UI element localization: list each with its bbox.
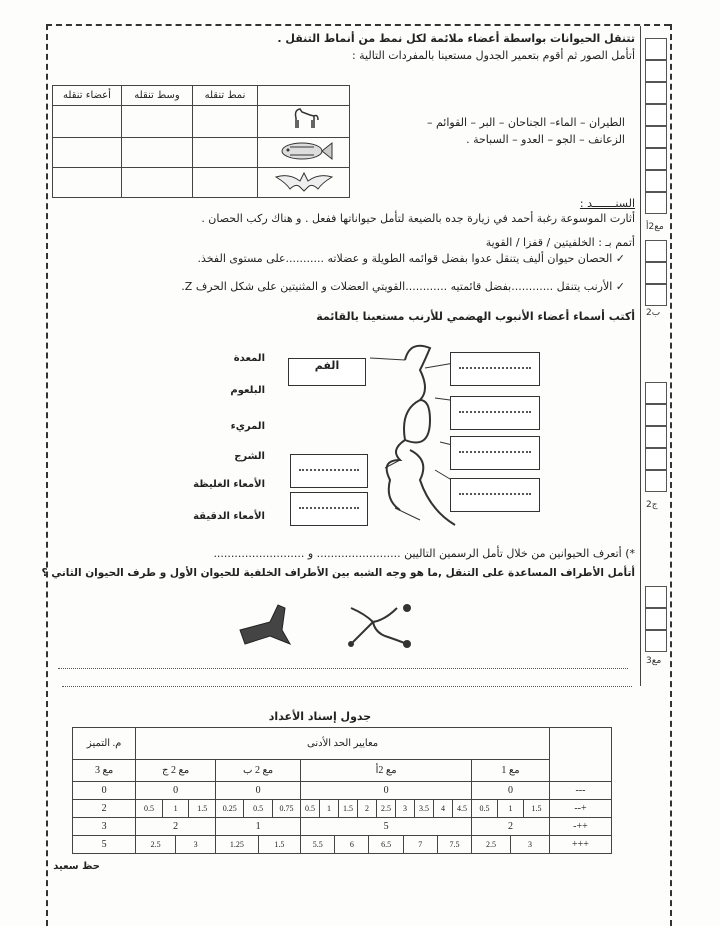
level-label: ++- xyxy=(549,818,611,836)
completion-instruction: أتمم بـ : الخلفيتين / قفزا / القوية xyxy=(485,236,635,249)
score-value: 5.5 xyxy=(312,840,323,849)
grade-box xyxy=(645,170,667,192)
organ-word: المعدة xyxy=(233,353,265,364)
answer-cell[interactable] xyxy=(193,168,258,198)
filled-label-box xyxy=(288,358,366,386)
score-value: 2 xyxy=(357,800,376,817)
answer-line[interactable] xyxy=(62,686,632,687)
margin-label: مع2أ xyxy=(646,222,664,232)
score-value: 3 xyxy=(510,836,549,853)
score-cell: 5 xyxy=(301,818,472,836)
answer-cell[interactable] xyxy=(122,168,193,198)
locomotion-table xyxy=(52,85,350,198)
score-cell: 1 xyxy=(216,818,301,836)
grade-box xyxy=(645,192,667,214)
organ-word: الأمعاء الغليظة xyxy=(193,479,265,490)
score-value: 7 xyxy=(403,836,437,853)
margin-label: 2ب xyxy=(646,308,661,318)
score-value: 6 xyxy=(334,836,368,853)
organ-answer-box[interactable] xyxy=(290,454,368,488)
organ-word: الأمعاء الدقيقة xyxy=(193,511,265,522)
grade-box xyxy=(645,38,667,60)
margin-label: مع3 xyxy=(646,656,662,666)
answer-cell[interactable] xyxy=(122,138,193,168)
criterion-header: مع 3 xyxy=(73,760,136,782)
score-value: 4.5 xyxy=(452,800,471,817)
score-value: 2.5 xyxy=(486,840,497,849)
organ-answer-box[interactable] xyxy=(290,492,368,526)
score-cell: 5 xyxy=(73,836,136,854)
criterion-header: مع 2أ xyxy=(301,760,472,782)
instruction-text: أتأمل الصور ثم أقوم بتعمير الجدول مستعينا بالمفردات التالية : xyxy=(351,49,635,62)
grading-row xyxy=(73,800,612,818)
animal-limb-image-1 xyxy=(230,600,300,650)
organ-word: المريء xyxy=(230,421,265,432)
grade-box xyxy=(645,60,667,82)
score-value: 6.5 xyxy=(368,836,402,853)
answer-cell[interactable] xyxy=(193,106,258,138)
grade-box xyxy=(645,126,667,148)
score-value: 3 xyxy=(175,836,215,853)
fish-image xyxy=(258,138,350,168)
item-text: الأرنب يتنقل ............بفضل قائمتيه ............القويتي العضلات و المثنيتين على شكل الحرف Z. xyxy=(181,280,613,293)
margin-divider xyxy=(640,26,641,686)
score-cell xyxy=(472,836,550,854)
score-value: 0.5 xyxy=(243,800,271,817)
grade-box xyxy=(645,262,667,284)
level-label: --- xyxy=(549,782,611,800)
completion-item-rabbit[interactable]: ✓ الأرنب يتنقل ............بفضل قائمتيه ............القويتي العضلات و المثنيتين على شكل الحرف Z. xyxy=(181,280,625,293)
source-title: السنـــــــد : xyxy=(579,197,635,210)
score-cell xyxy=(301,836,472,854)
score-cell xyxy=(216,836,301,854)
level-label: +++ xyxy=(549,836,611,854)
score-cell: 0 xyxy=(136,782,216,800)
word-bank-line1: الطيران – الماء– الجناحان – البر – القوائم – xyxy=(426,116,625,129)
score-cell xyxy=(472,800,550,818)
score-value: 0.5 xyxy=(305,804,316,813)
score-value: 7.5 xyxy=(437,836,471,853)
blank-corner xyxy=(549,728,611,782)
digestive-instruction: أكتب أسماء أعضاء الأنبوب الهضمي للأرنب مستعينا بالقائمة xyxy=(316,310,635,323)
excellence-header: م. التميز xyxy=(73,728,136,760)
answer-cell[interactable] xyxy=(53,168,122,198)
score-value: 1 xyxy=(497,800,523,817)
grade-box xyxy=(645,104,667,126)
horse-image xyxy=(258,106,350,138)
score-cell: 0 xyxy=(301,782,472,800)
score-value: 3.5 xyxy=(414,800,433,817)
grade-box xyxy=(645,426,667,448)
score-value: 4 xyxy=(433,800,452,817)
grade-box xyxy=(645,630,667,652)
completion-item-horse[interactable]: ✓ الحصان حيوان أليف يتنقل عدوا بفضل قوائمه الطويلة و عضلاته ...........على مستوى الفخذ. xyxy=(197,252,625,265)
score-cell: 0 xyxy=(216,782,301,800)
animal-limb-image-2 xyxy=(345,600,415,650)
score-value: 0.5 xyxy=(479,804,490,813)
score-value: 3 xyxy=(395,800,414,817)
bat-image xyxy=(258,168,350,198)
organ-answer-box[interactable] xyxy=(450,396,540,430)
grading-table xyxy=(72,727,612,854)
grade-box xyxy=(645,148,667,170)
score-value: 0.5 xyxy=(144,804,154,813)
score-value: 0.75 xyxy=(272,800,300,817)
score-cell: 0 xyxy=(472,782,550,800)
grade-box xyxy=(645,608,667,630)
organ-word: البلعوم xyxy=(230,385,265,396)
score-cell: 3 xyxy=(73,818,136,836)
min-criteria-header: معايير الحد الأدنى xyxy=(136,728,550,760)
grading-row xyxy=(73,836,612,854)
score-value: 0.25 xyxy=(222,804,237,813)
score-value: 1.5 xyxy=(188,800,215,817)
criterion-header: مع 2 ب xyxy=(216,760,301,782)
score-cell: 2 xyxy=(472,818,550,836)
context-text: أثارت الموسوعة رغبة أحمد في زيارة جده بالضيعة لتأمل حيواناتها ففعل . و هناك ركب الحصان . xyxy=(201,212,635,225)
grade-box xyxy=(645,82,667,104)
mouth-label: الفم xyxy=(314,359,340,372)
grading-table-title: جدول إسناد الأعداد xyxy=(268,710,372,723)
identify-animals-text: *) أتعرف الحيوانين من خلال تأمل الرسمين التاليين ........................ و .......................... xyxy=(213,547,635,560)
organ-answer-box[interactable] xyxy=(450,478,540,512)
score-value: 1 xyxy=(162,800,189,817)
page-border-left xyxy=(46,24,48,926)
answer-cell[interactable] xyxy=(193,138,258,168)
score-value: 1 xyxy=(319,800,338,817)
score-cell xyxy=(216,800,301,818)
answer-cell[interactable] xyxy=(53,106,122,138)
score-cell: 2 xyxy=(136,818,216,836)
organ-answer-box[interactable] xyxy=(450,436,540,470)
score-cell xyxy=(136,800,216,818)
score-cell xyxy=(136,836,216,854)
score-cell: 2 xyxy=(73,800,136,818)
grading-row xyxy=(73,782,612,800)
grade-box xyxy=(645,586,667,608)
score-value: 1.25 xyxy=(229,840,244,849)
grade-box xyxy=(645,448,667,470)
header-image xyxy=(258,86,350,106)
score-value: 1.5 xyxy=(338,800,357,817)
criterion-header: مع 2 ج xyxy=(136,760,216,782)
answer-line[interactable] xyxy=(58,668,628,669)
page-border-right xyxy=(670,24,672,926)
grade-box xyxy=(645,404,667,426)
level-label: +-- xyxy=(549,800,611,818)
header-mode: نمط تنقله xyxy=(193,86,258,106)
grade-box xyxy=(645,382,667,404)
grade-box xyxy=(645,284,667,306)
answer-cell[interactable] xyxy=(53,138,122,168)
score-value: 1.5 xyxy=(258,836,301,853)
grade-box xyxy=(645,240,667,262)
score-cell: 0 xyxy=(73,782,136,800)
criterion-header: مع 1 xyxy=(472,760,550,782)
page-border-top xyxy=(46,24,670,26)
word-bank-line2: الزعانف – الجو – العدو – السباحة . xyxy=(466,133,625,146)
margin-label: 2ج xyxy=(646,500,658,510)
score-value: 2.5 xyxy=(376,800,395,817)
header-organs: أعضاء تنقله xyxy=(53,86,122,106)
signoff: حظ سعيد xyxy=(53,861,100,872)
answer-cell[interactable] xyxy=(122,106,193,138)
organ-word: الشرج xyxy=(234,451,265,462)
similarity-question: أتأمل الأطراف المساعدة على التنقل ,ما هو وجه الشبه بين الأطراف الخلفية للحيوان الأول و طرف الحيوان الثاني ؟ xyxy=(41,567,635,579)
grade-box xyxy=(645,470,667,492)
score-cell xyxy=(301,800,472,818)
intro-text: تتنقل الحيوانات بواسطة أعضاء ملائمة لكل نمط من أنماط التنقل . xyxy=(277,32,635,45)
header-medium: وسط تنقله xyxy=(122,86,193,106)
item-text: الحصان حيوان أليف يتنقل عدوا بفضل قوائمه الطويلة و عضلاته ...........على مستوى الفخذ. xyxy=(197,252,613,265)
score-value: 2.5 xyxy=(150,840,161,849)
grading-row xyxy=(73,818,612,836)
organ-answer-box[interactable] xyxy=(450,352,540,386)
score-value: 1.5 xyxy=(523,800,549,817)
